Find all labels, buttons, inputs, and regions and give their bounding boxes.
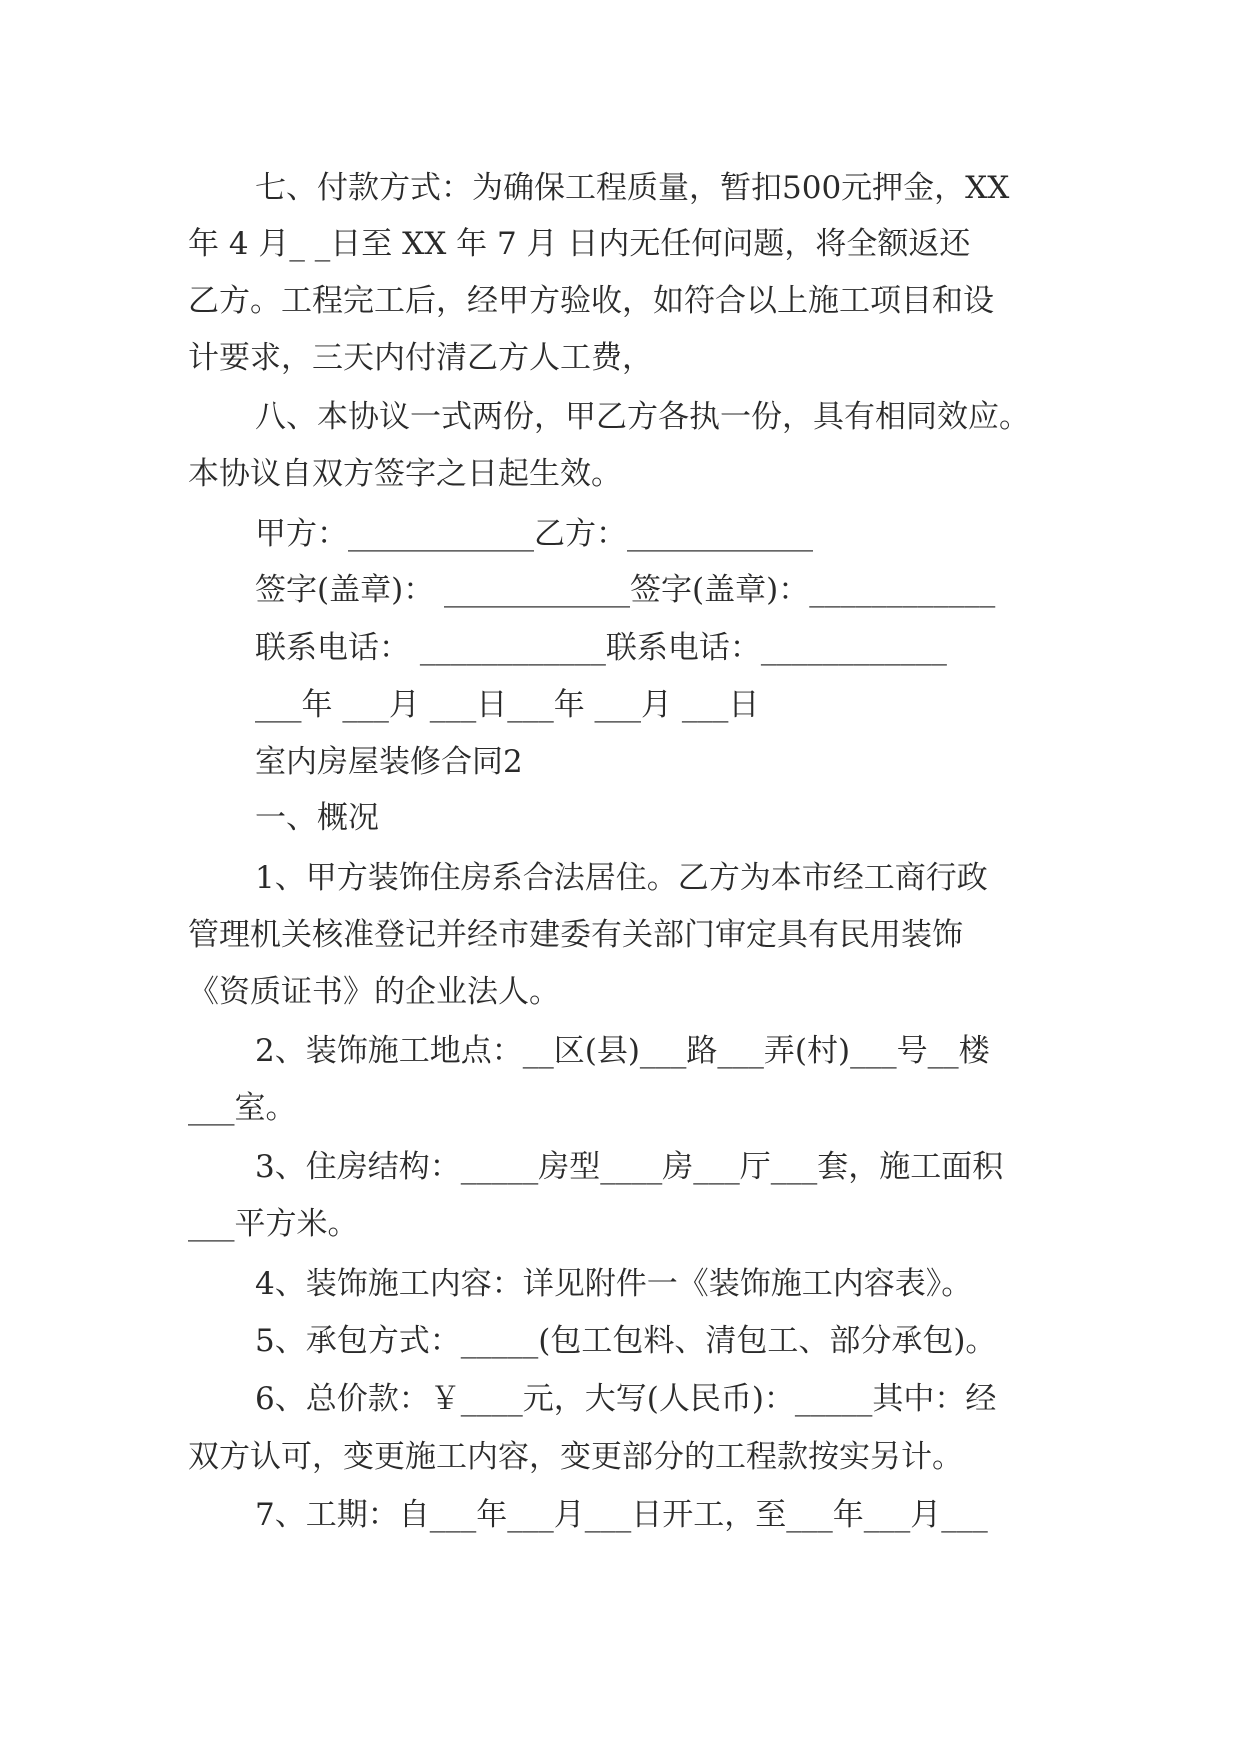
text-line: 1、甲方装饰住房系合法居住。乙方为本市经工商行政 xyxy=(255,860,988,896)
text-line: 5、承包方式：_____(包工包料、清包工、部分承包)。 xyxy=(255,1323,997,1359)
signature-party-line: 甲方：____________乙方：____________ xyxy=(255,516,813,552)
text-line: 2、装饰施工地点：__区(县)___路___弄(村)___号__楼 xyxy=(255,1033,990,1069)
contact-phone-line: 联系电话： ____________联系电话：____________ xyxy=(255,630,947,666)
text-line: 七、付款方式：为确保工程质量，暂扣500元押金，XX xyxy=(255,170,1010,206)
text-line: ___平方米。 xyxy=(188,1206,359,1242)
signature-seal-line: 签字(盖章)： ____________签字(盖章)：____________ xyxy=(255,572,996,608)
text-line: 双方认可，变更施工内容，变更部分的工程款按实另计。 xyxy=(188,1439,963,1475)
text-line: 《资质证书》的企业法人。 xyxy=(188,974,560,1010)
section-heading: 一、概况 xyxy=(255,800,379,836)
text-line: 计要求，三天内付清乙方人工费， xyxy=(188,340,653,376)
text-line: 管理机关核准登记并经市建委有关部门审定具有民用装饰 xyxy=(188,917,963,953)
text-line: 年 4 月_ _日至 XX 年 7 月 日内无任何问题，将全额返还 xyxy=(188,226,971,262)
text-line: 本协议自双方签字之日起生效。 xyxy=(188,456,622,492)
text-line: 7、工期：自___年___月___日开工，至___年___月___ xyxy=(255,1497,988,1533)
section-title: 室内房屋装修合同2 xyxy=(255,744,523,780)
text-line: 八、本协议一式两份，甲乙方各执一份，具有相同效应。 xyxy=(255,399,1030,435)
text-line: 4、装饰施工内容：详见附件一《装饰施工内容表》。 xyxy=(255,1266,973,1302)
text-line: 6、总价款：￥____元，大写(人民币)：_____其中：经 xyxy=(255,1381,997,1417)
text-line: 乙方。工程完工后，经甲方验收，如符合以上施工项目和设 xyxy=(188,283,994,319)
text-line: ___室。 xyxy=(188,1090,297,1126)
text-line: 3、住房结构：_____房型____房___厅___套，施工面积 xyxy=(255,1149,1004,1185)
date-line: ___年 ___月 ___日___年 ___月 ___日 xyxy=(255,687,760,723)
